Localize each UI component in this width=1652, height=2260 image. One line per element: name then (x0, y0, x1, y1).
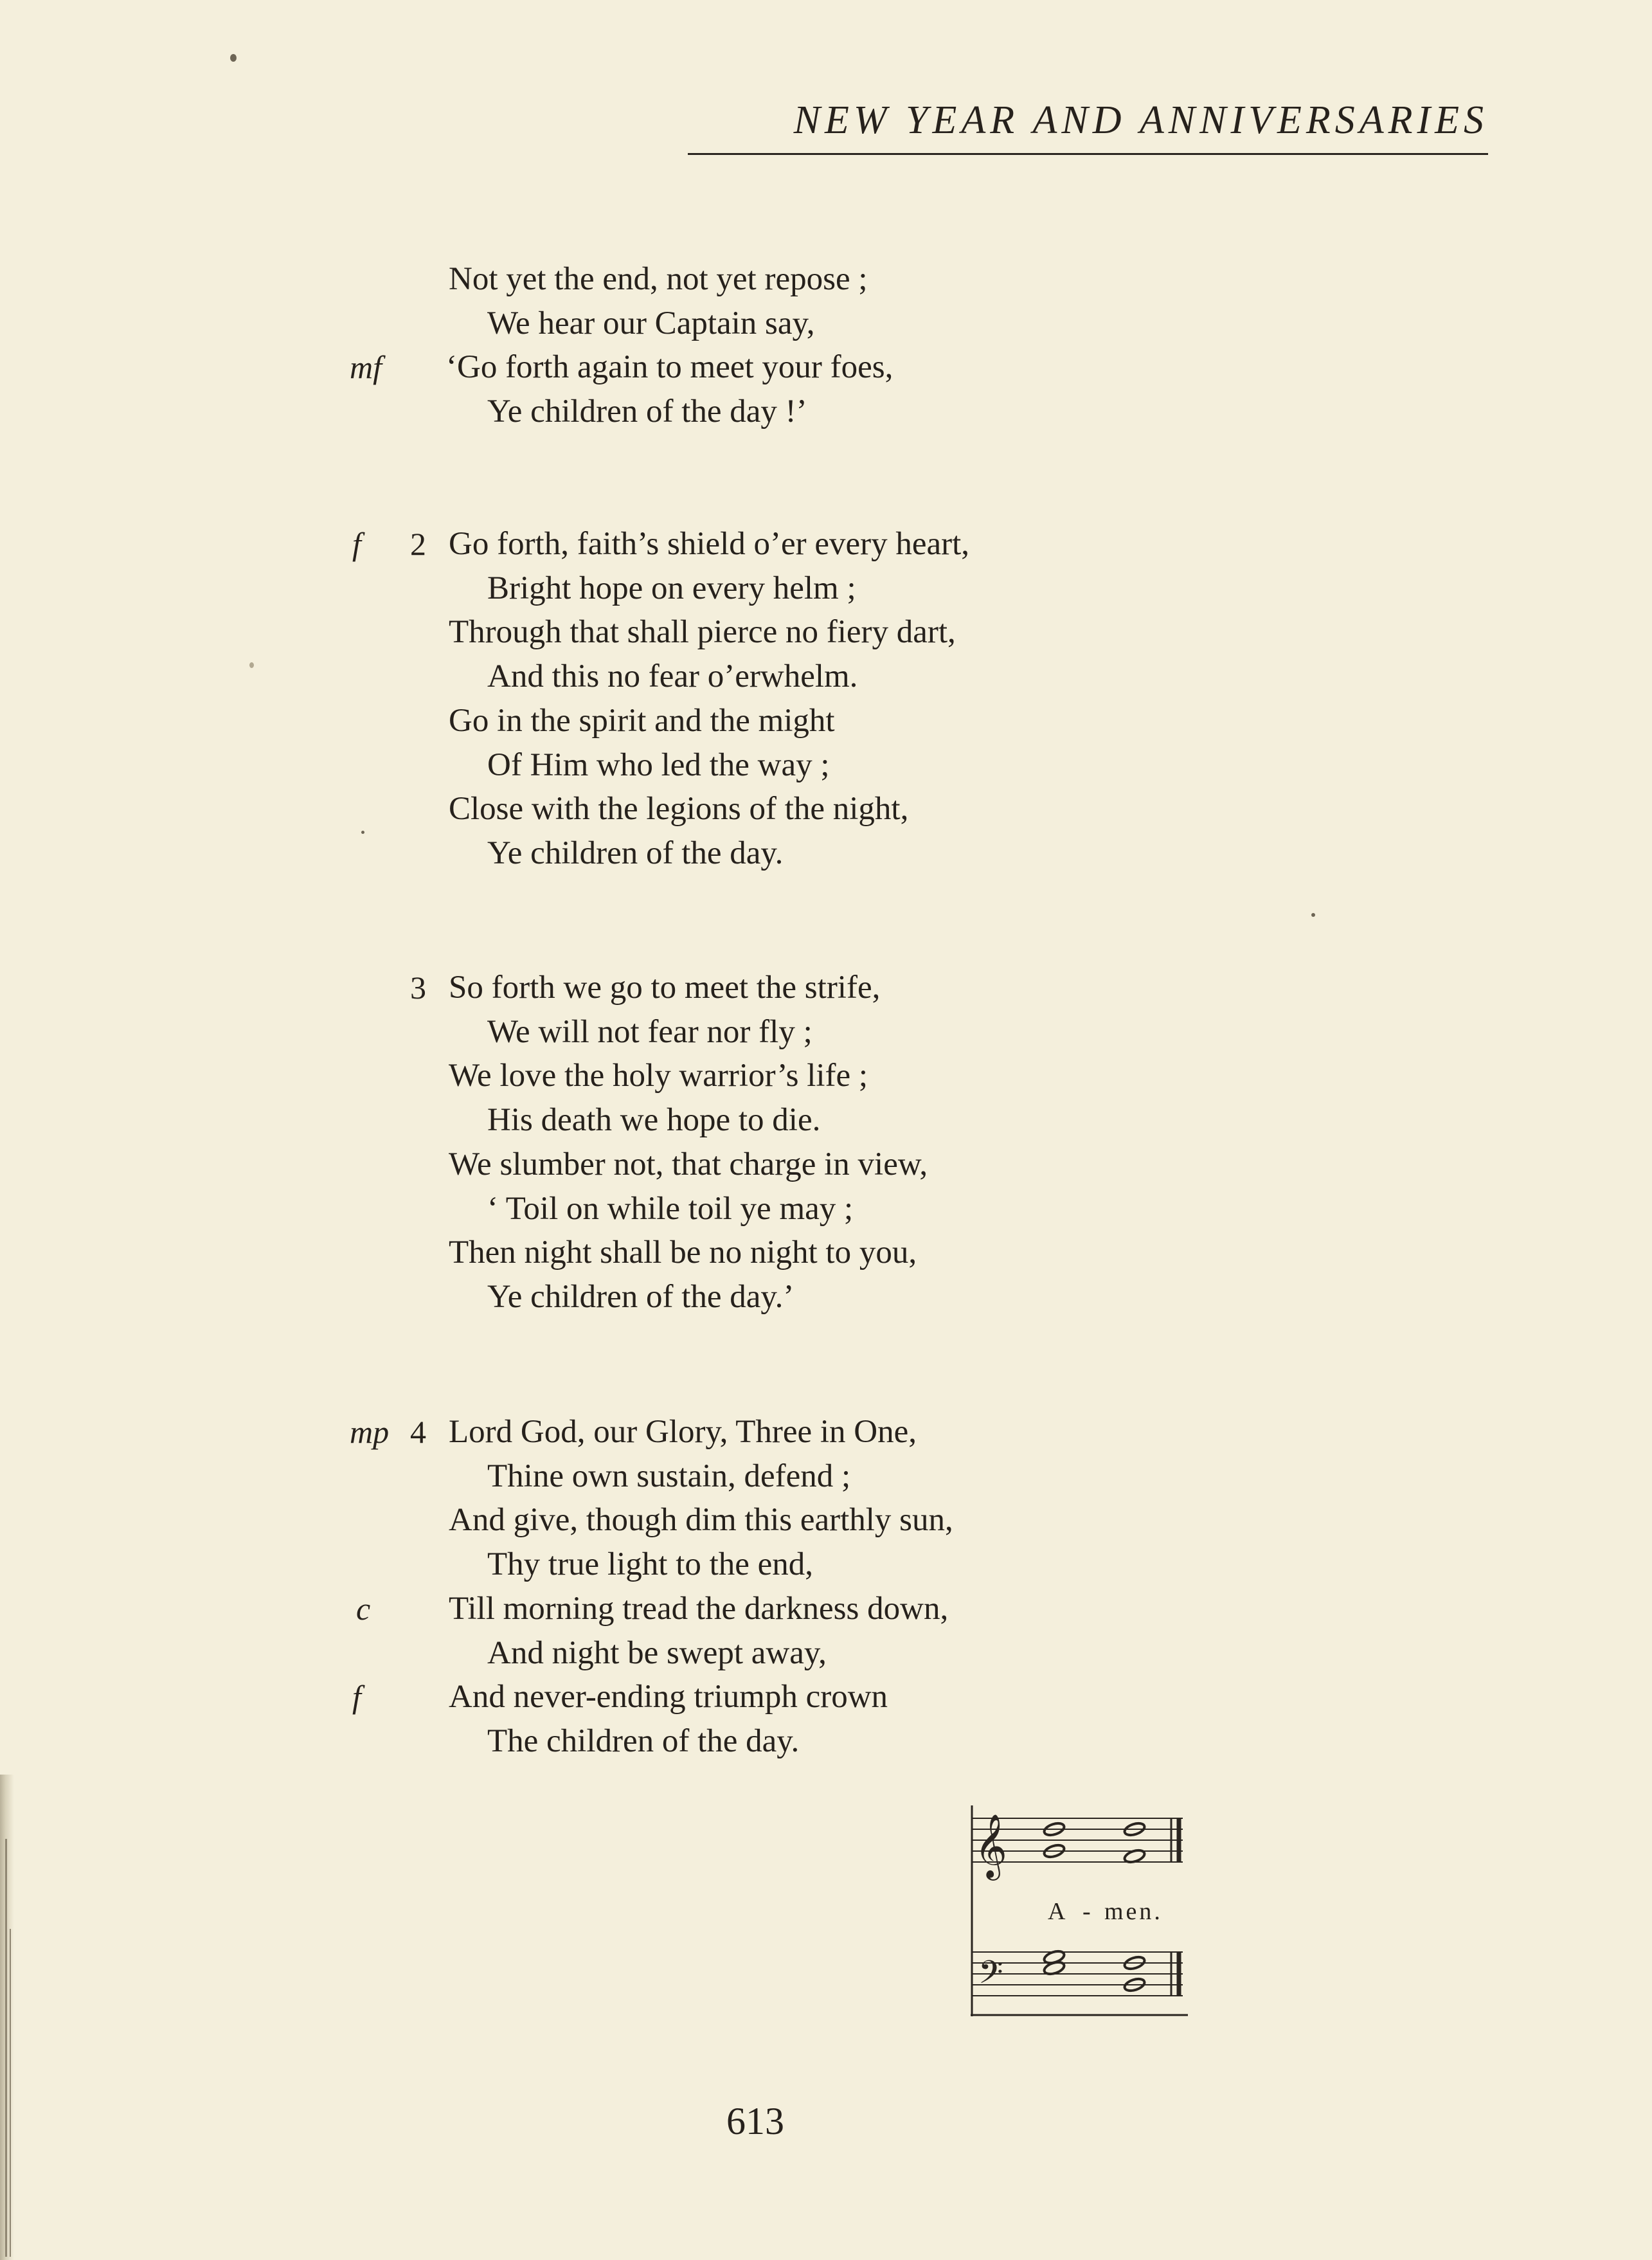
verse-line: Close with the legions of the night, (449, 791, 909, 827)
verse-line: ‘Go forth again to meet your foes, (446, 349, 893, 386)
verse-line: Not yet the end, not yet repose ; (449, 261, 868, 297)
amen-music (971, 1805, 1188, 2016)
page-edge-line (10, 1929, 11, 2257)
verse-line: And never-ending triumph crown (449, 1679, 888, 1715)
verse-line: Bright hope on every helm ; (487, 570, 856, 606)
verse-line: Go in the spirit and the might (449, 702, 835, 739)
print-speck (230, 54, 237, 62)
bass-staff (972, 1952, 1183, 1996)
dynamic-marking: f (352, 1679, 361, 1715)
page-edge-shadow (0, 1775, 14, 2260)
page-number: 613 (726, 2100, 784, 2142)
verse-line: And night be swept away, (487, 1634, 827, 1671)
verse-number: 4 (410, 1414, 426, 1450)
verse-line: We slumber not, that charge in view, (449, 1146, 928, 1182)
verse-line: ‘ Toil on while toil ye may ; (487, 1190, 854, 1227)
verse-line: Of Him who led the way ; (487, 746, 830, 783)
verse-line: And give, though dim this earthly sun, (449, 1502, 953, 1539)
verse-line: So forth we go to meet the strife, (449, 970, 881, 1006)
verse-number: 2 (410, 526, 426, 562)
running-header (688, 95, 1488, 155)
verse-line: Through that shall pierce no fiery dart, (449, 614, 956, 651)
treble-notes (1043, 1821, 1145, 1864)
verse-line: We hear our Captain say, (487, 305, 815, 341)
verse-line: Ye children of the day.’ (487, 1278, 795, 1315)
dynamic-marking: mp (350, 1414, 390, 1450)
dynamic-marking: f (352, 526, 361, 562)
verse-line: Till morning tread the darkness down, (449, 1590, 949, 1627)
page-edge-line (5, 1839, 7, 2257)
bass-notes (1043, 1949, 1145, 1993)
amen-syllable-men: men. (1104, 1898, 1163, 1925)
section-title: NEW YEAR AND ANNIVERSARIES (793, 98, 1488, 142)
print-speck (361, 831, 364, 834)
amen-syllable-a: A (1048, 1898, 1068, 1925)
verse-number: 3 (410, 970, 426, 1006)
verse-line: Go forth, faith’s shield o’er every heart, (449, 526, 970, 562)
bass-clef-icon: 𝄢 (978, 1954, 1003, 1999)
verse-line: We love the holy warrior’s life ; (449, 1058, 868, 1094)
verse-line: We will not fear nor fly ; (487, 1013, 813, 1050)
print-speck (249, 662, 254, 668)
amen-hyphen: - (1082, 1898, 1093, 1925)
verse-line: Thy true light to the end, (487, 1546, 814, 1583)
verse-line: Thine own sustain, defend ; (487, 1458, 851, 1494)
verse-line: The children of the day. (487, 1722, 800, 1759)
verse-line: His death we hope to die. (487, 1102, 821, 1139)
verse-line: Lord God, our Glory, Three in One, (449, 1414, 917, 1450)
dynamic-marking: c (356, 1590, 371, 1627)
verse-line: Ye children of the day. (487, 835, 784, 871)
verse-line: Then night shall be no night to you, (449, 1234, 917, 1271)
verse-line: Ye children of the day !’ (487, 393, 807, 430)
dynamic-marking: mf (350, 349, 382, 386)
print-speck (1311, 913, 1315, 917)
verse-line: And this no fear o’erwhelm. (487, 658, 858, 695)
treble-clef-icon: 𝄞 (974, 1814, 1007, 1878)
